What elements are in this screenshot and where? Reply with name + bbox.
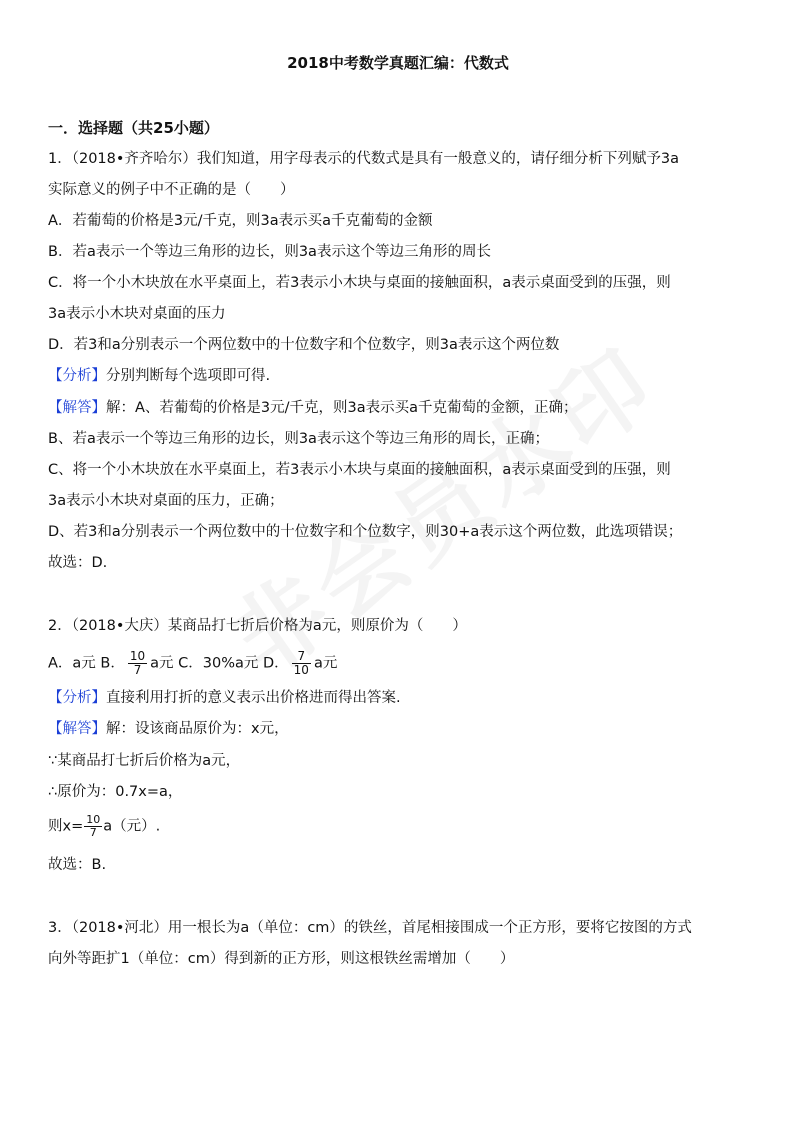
q2-answer-line3: ∴原价为：0.7x=a， bbox=[48, 784, 183, 800]
page-title: 2018中考数学真题汇编：代数式 bbox=[287, 54, 509, 72]
q1-option-d: D．若3和a分别表示一个两位数中的十位数字和个位数字，则3a表示这个两位数 bbox=[48, 337, 560, 353]
q1-answer-line2: B、若a表示一个等边三角形的边长，则3a表示这个等边三角形的周长，正确； bbox=[48, 431, 549, 447]
fraction-numerator: 10 bbox=[86, 813, 101, 826]
q2-answer-tail: a（元）. bbox=[103, 818, 161, 835]
fraction-denominator: 7 bbox=[89, 826, 97, 839]
answer-text: 解：设该商品原价为：x元， bbox=[106, 721, 289, 737]
analysis-text: 直接利用打折的意义表示出价格进而得出答案. bbox=[106, 690, 401, 706]
q2-answer-line4 bbox=[48, 814, 748, 839]
fraction-denominator: 10 bbox=[293, 663, 309, 677]
q1-answer-line3: C、将一个小木块放在水平桌面上，若3表示小木块与桌面的接触面积，a表示桌面受到的压强，则 bbox=[48, 462, 671, 478]
q1-answer-line4: 3a表示小木块对桌面的压力，正确； bbox=[48, 493, 284, 509]
q2-fraction-d bbox=[292, 650, 311, 677]
q1-analysis bbox=[48, 366, 748, 386]
q1-stem-line2: 实际意义的例子中不正确的是（ ） bbox=[48, 182, 295, 198]
answer-tag: 【解答】 bbox=[48, 721, 106, 737]
q2-answer-line1 bbox=[48, 719, 748, 739]
q2-choose: 故选：B. bbox=[48, 857, 107, 873]
q1-option-a: A．若葡萄的价格是3元/千克，则3a表示买a千克葡萄的金额 bbox=[48, 213, 433, 229]
analysis-text: 分别判断每个选项即可得. bbox=[106, 368, 271, 384]
q2-fraction-b bbox=[128, 650, 147, 677]
q1-choose: 故选：D. bbox=[48, 555, 108, 571]
q2-options bbox=[48, 650, 748, 677]
analysis-tag: 【分析】 bbox=[48, 368, 106, 384]
q2-option-a: A．a元 B． bbox=[48, 655, 125, 672]
q3-stem-line2: 向外等距扩1（单位：cm）得到新的正方形，则这根铁丝需增加（ ） bbox=[48, 951, 515, 967]
answer-tag: 【解答】 bbox=[48, 400, 106, 416]
q2-answer-fraction bbox=[84, 814, 102, 839]
section-heading: 一．选择题（共25小题） bbox=[48, 119, 219, 137]
answer-text: 解：A、若葡萄的价格是3元/千克，则3a表示买a千克葡萄的金额，正确； bbox=[106, 400, 578, 416]
fraction-numerator: 7 bbox=[292, 650, 311, 664]
q1-answer-line5: D、若3和a分别表示一个两位数中的十位数字和个位数字，则30+a表示这个两位数，此选项错误； bbox=[48, 524, 683, 540]
q2-analysis bbox=[48, 688, 748, 708]
q3-stem-line1: 3．（2018•河北）用一根长为a（单位：cm）的铁丝，首尾相接围成一个正方形，要将它按图的方式 bbox=[48, 920, 692, 936]
q1-option-c-line2: 3a表示小木块对桌面的压力 bbox=[48, 306, 226, 322]
fraction-denominator: 7 bbox=[133, 663, 142, 677]
analysis-tag: 【分析】 bbox=[48, 690, 106, 706]
q1-option-b: B．若a表示一个等边三角形的边长，则3a表示这个等边三角形的周长 bbox=[48, 244, 491, 260]
fraction-numerator: 10 bbox=[129, 649, 146, 663]
q2-stem: 2．（2018•大庆）某商品打七折后价格为a元，则原价为（ ） bbox=[48, 618, 467, 634]
q2-answer-line2: ∵某商品打七折后价格为a元， bbox=[48, 753, 241, 769]
q1-option-c-line1: C．将一个小木块放在水平桌面上，若3表示小木块与桌面的接触面积，a表示桌面受到的压强，则 bbox=[48, 275, 671, 291]
q2-option-b-tail: a元 C．30%a元 D． bbox=[150, 655, 289, 672]
q2-option-d-tail: a元 bbox=[313, 655, 338, 672]
q1-stem-line1: 1．（2018•齐齐哈尔）我们知道，用字母表示的代数式是具有一般意义的，请仔细分析下列赋予3a bbox=[48, 151, 680, 167]
q2-answer-head: 则x= bbox=[48, 818, 84, 835]
q1-answer-line1 bbox=[48, 398, 748, 418]
